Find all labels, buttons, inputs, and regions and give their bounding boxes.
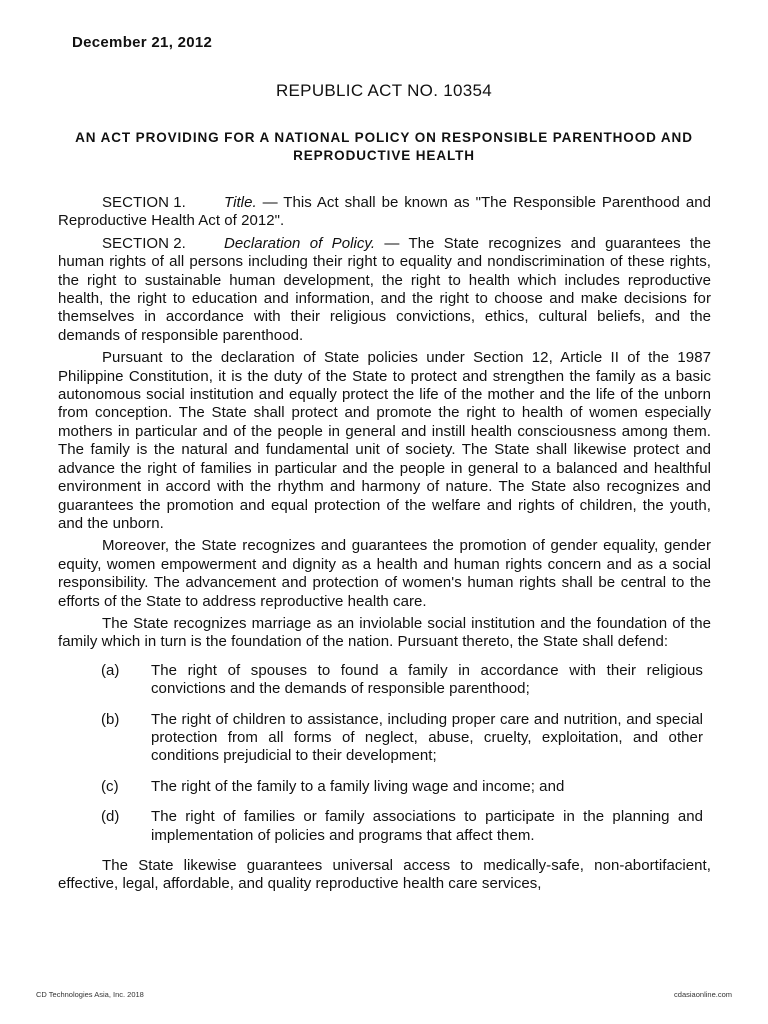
section-1-text: — This Act shall be known as "The Responsible Parenthood and Reproductive Health Act of 2012". [58,194,711,230]
list-item-text: The right of spouses to found a family in accordance with their religious convictions and the demands of responsible parenthood; [151,661,703,698]
list-item-label: (d) [101,808,120,826]
paragraph: The State recognizes marriage as an inviolable social institution and the foundation of the family which in turn is the foundation of the nation. Pursuant thereto, the State shall defend: [58,614,711,651]
rights-list [58,662,711,845]
list-item [58,711,711,766]
list-item-label: (a) [101,661,120,679]
section-2-heading: Declaration of Policy. [224,234,376,252]
list-item-text: The right of children to assistance, including proper care and nutrition, and special protection from all forms of neglect, abuse, cruelty, exploitation, and other conditions prejudicial to their development; [151,710,703,765]
paragraph: Pursuant to the declaration of State policies under Section 12, Article II of the 1987 Philippine Constitution, it is the duty of the State to protect and strengthen the family as a basic autonomous social institution and equally protect the life of the mother and the life of the unborn from conception. The State shall protect and promote the right to health of women especially mothers in particular and of the people in general and instill health consciousness among them. The family is the natural and fundamental unit of society. The State shall likewise protect and advance the right of families in particular and the people in general to a balanced and healthful environment in accord with the rhythm and harmony of nature. The State also recognizes and guarantees the promotion and equal protection of the welfare and rights of children, the youth, and the unborn. [58,349,711,532]
act-number: REPUBLIC ACT NO. 10354 [275,81,493,100]
section-2-text: — The State recognizes and guarantees the human rights of all persons including their right to equality and nondiscrimination of these rights, the right to sustainable human development, the right to health which includes reproductive health, the right to education and information, and the right to choose and make decisions for themselves in accordance with their religious convictions, ethics, cultural beliefs, and the demands of responsible parenthood. [58,234,711,344]
paragraph: Moreover, the State recognizes and guarantees the promotion of gender equality, gender equity, women empowerment and dignity as a health and human rights concern and as a social responsibility. The advancement and protection of women's human rights shall be central to the efforts of the State to address reproductive health care. [58,537,711,610]
section-1 [58,194,711,231]
paragraph: The State likewise guarantees universal access to medically-safe, non-abortifacient, effective, legal, affordable, and quality reproductive health care services, [58,857,711,893]
list-item-text: The right of the family to a family living wage and income; and [151,777,565,795]
list-item-text: The right of families or family associations to participate in the planning and implementation of policies and programs that affect them. [151,808,703,844]
section-1-heading: Title. [224,194,257,211]
section-2-label: SECTION 2. [102,234,186,252]
footer-copyright: CD Technologies Asia, Inc. 2018 [36,990,144,999]
footer-website: cdasiaonline.com [674,990,732,999]
list-item-label: (c) [101,777,119,795]
document-date: December 21, 2012 [72,34,213,51]
document-body [58,194,711,898]
section-1-label: SECTION 1. [102,194,186,211]
list-item [58,808,711,845]
act-title: AN ACT PROVIDING FOR A NATIONAL POLICY ON RESPONSIBLE PARENTHOOD AND REPRODUCTIVE HEALTH [75,130,693,163]
section-2 [58,235,711,345]
list-item [58,778,711,796]
list-item [58,662,711,699]
list-item-label: (b) [101,710,120,728]
